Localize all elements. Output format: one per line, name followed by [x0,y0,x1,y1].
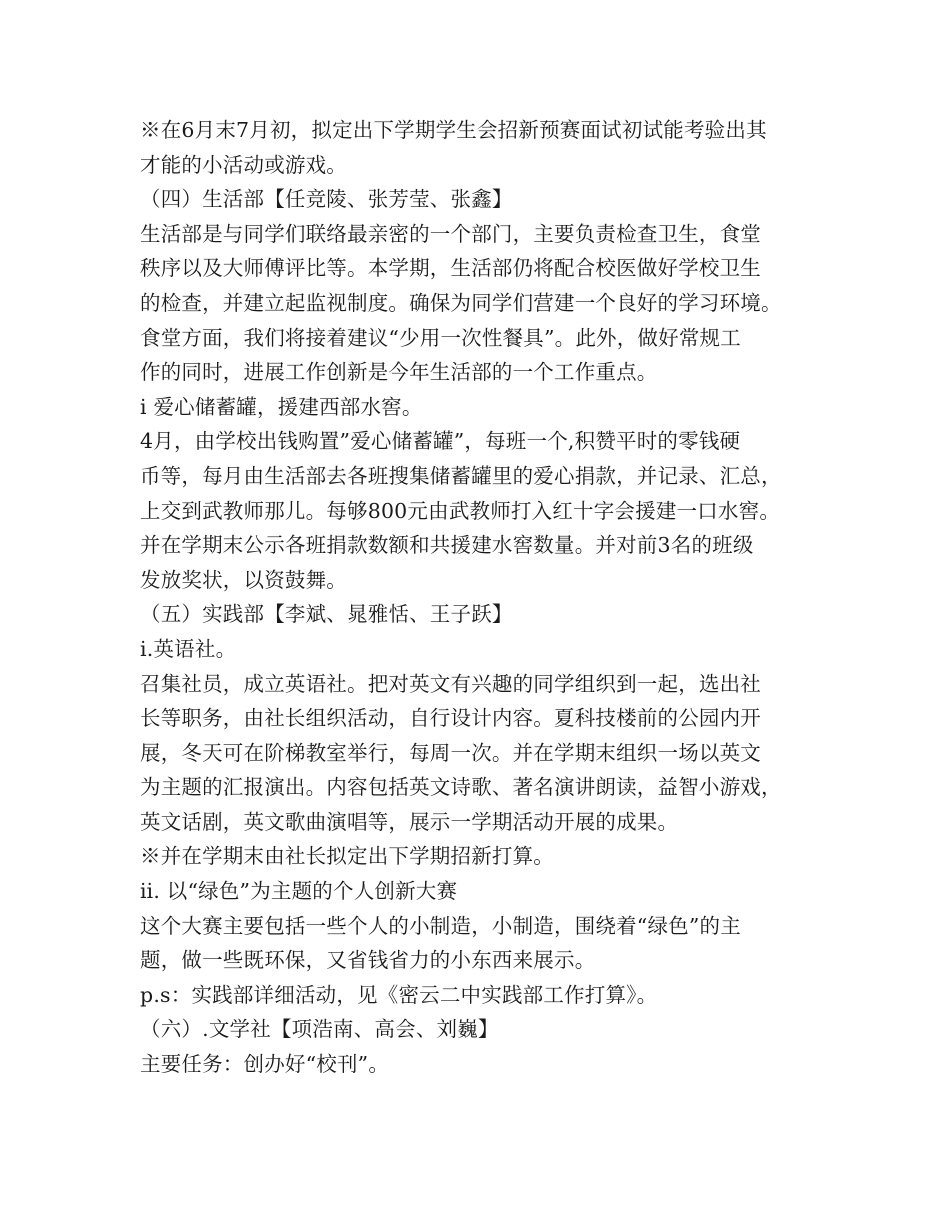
section-heading-literature-club: （六）.文学社【项浩南、高会、刘巍】 [140,1017,499,1042]
text-line: 币等，每月由生活部去各班搜集储蓄罐里的爱心捐款，并记录、汇总， [140,463,782,488]
text-line: 并在学期末公示各班捐款数额和共援建水窖数量。并对前3名的班级 [140,533,754,558]
section-heading-practice-dept: （五）实践部【李斌、晁雅恬、王子跃】 [140,602,513,627]
sub-heading-green-contest: ⅱ. 以“绿色”为主题的个人创新大赛 [140,879,458,904]
text-line: 为主题的汇报演出。内容包括英文诗歌、著名演讲朗读，益智小游戏， [140,775,782,800]
document-page [140,113,830,1082]
sub-heading-english-club: ⅰ.英语社。 [140,636,237,661]
text-line: 上交到武教师那儿。每够800元由武教师打入红十字会援建一口水窖。 [140,498,781,523]
text-line: 召集社员，成立英语社。把对英文有兴趣的同学组织到一起，选出社 [140,671,761,696]
text-line: 生活部是与同学们联络最亲密的一个部门，主要负责检查卫生，食堂 [140,221,761,246]
text-line: ※在6月末7月初，拟定出下学期学生会招新预赛面试初试能考验出其 [140,118,767,142]
text-line: 展，冬天可在阶梯教室举行，每周一次。并在学期末组织一场以英文 [140,740,761,765]
sub-heading-savings-jar: i 爱心储蓄罐，援建西部水窖。 [140,394,423,419]
text-line: 4月，由学校出钱购置”爱心储蓄罐”，每班一个,积赞平时的零钱硬 [140,429,741,454]
text-line: 秩序以及大师傅评比等。本学期，生活部仍将配合校医做好学校卫生 [140,256,761,281]
text-line: ※并在学期末由社长拟定出下学期招新打算。 [140,844,554,869]
text-line: 才能的小活动或游戏。 [140,152,347,177]
section-heading-living-dept: （四）生活部【任竞陵、张芳莹、张鑫】 [140,187,513,212]
text-line: 题，做一些既环保，又省钱省力的小东西来展示。 [140,948,596,973]
text-line: 发放奖状，以资鼓舞。 [140,567,347,592]
text-line: p.s：实践部详细活动，见《密云二中实践部工作打算》。 [140,982,658,1007]
text-line: 英文话剧，英文歌曲演唱等，展示一学期活动开展的成果。 [140,809,679,834]
text-line: 这个大赛主要包括一些个人的小制造，小制造，围绕着“绿色”的主 [140,913,741,938]
text-line: 的检查，并建立起监视制度。确保为同学们营建一个良好的学习环境。 [140,290,782,315]
text-line: 作的同时，进展工作创新是今年生活部的一个工作重点。 [140,360,658,385]
text-line: 食堂方面，我们将接着建议“少用一次性餐具”。此外，做好常规工 [140,325,741,350]
text-line: 主要任务：创办好“校刊”。 [140,1052,390,1077]
text-line: 长等职务，由社长组织活动，自行设计内容。夏科技楼前的公园内开 [140,706,761,731]
